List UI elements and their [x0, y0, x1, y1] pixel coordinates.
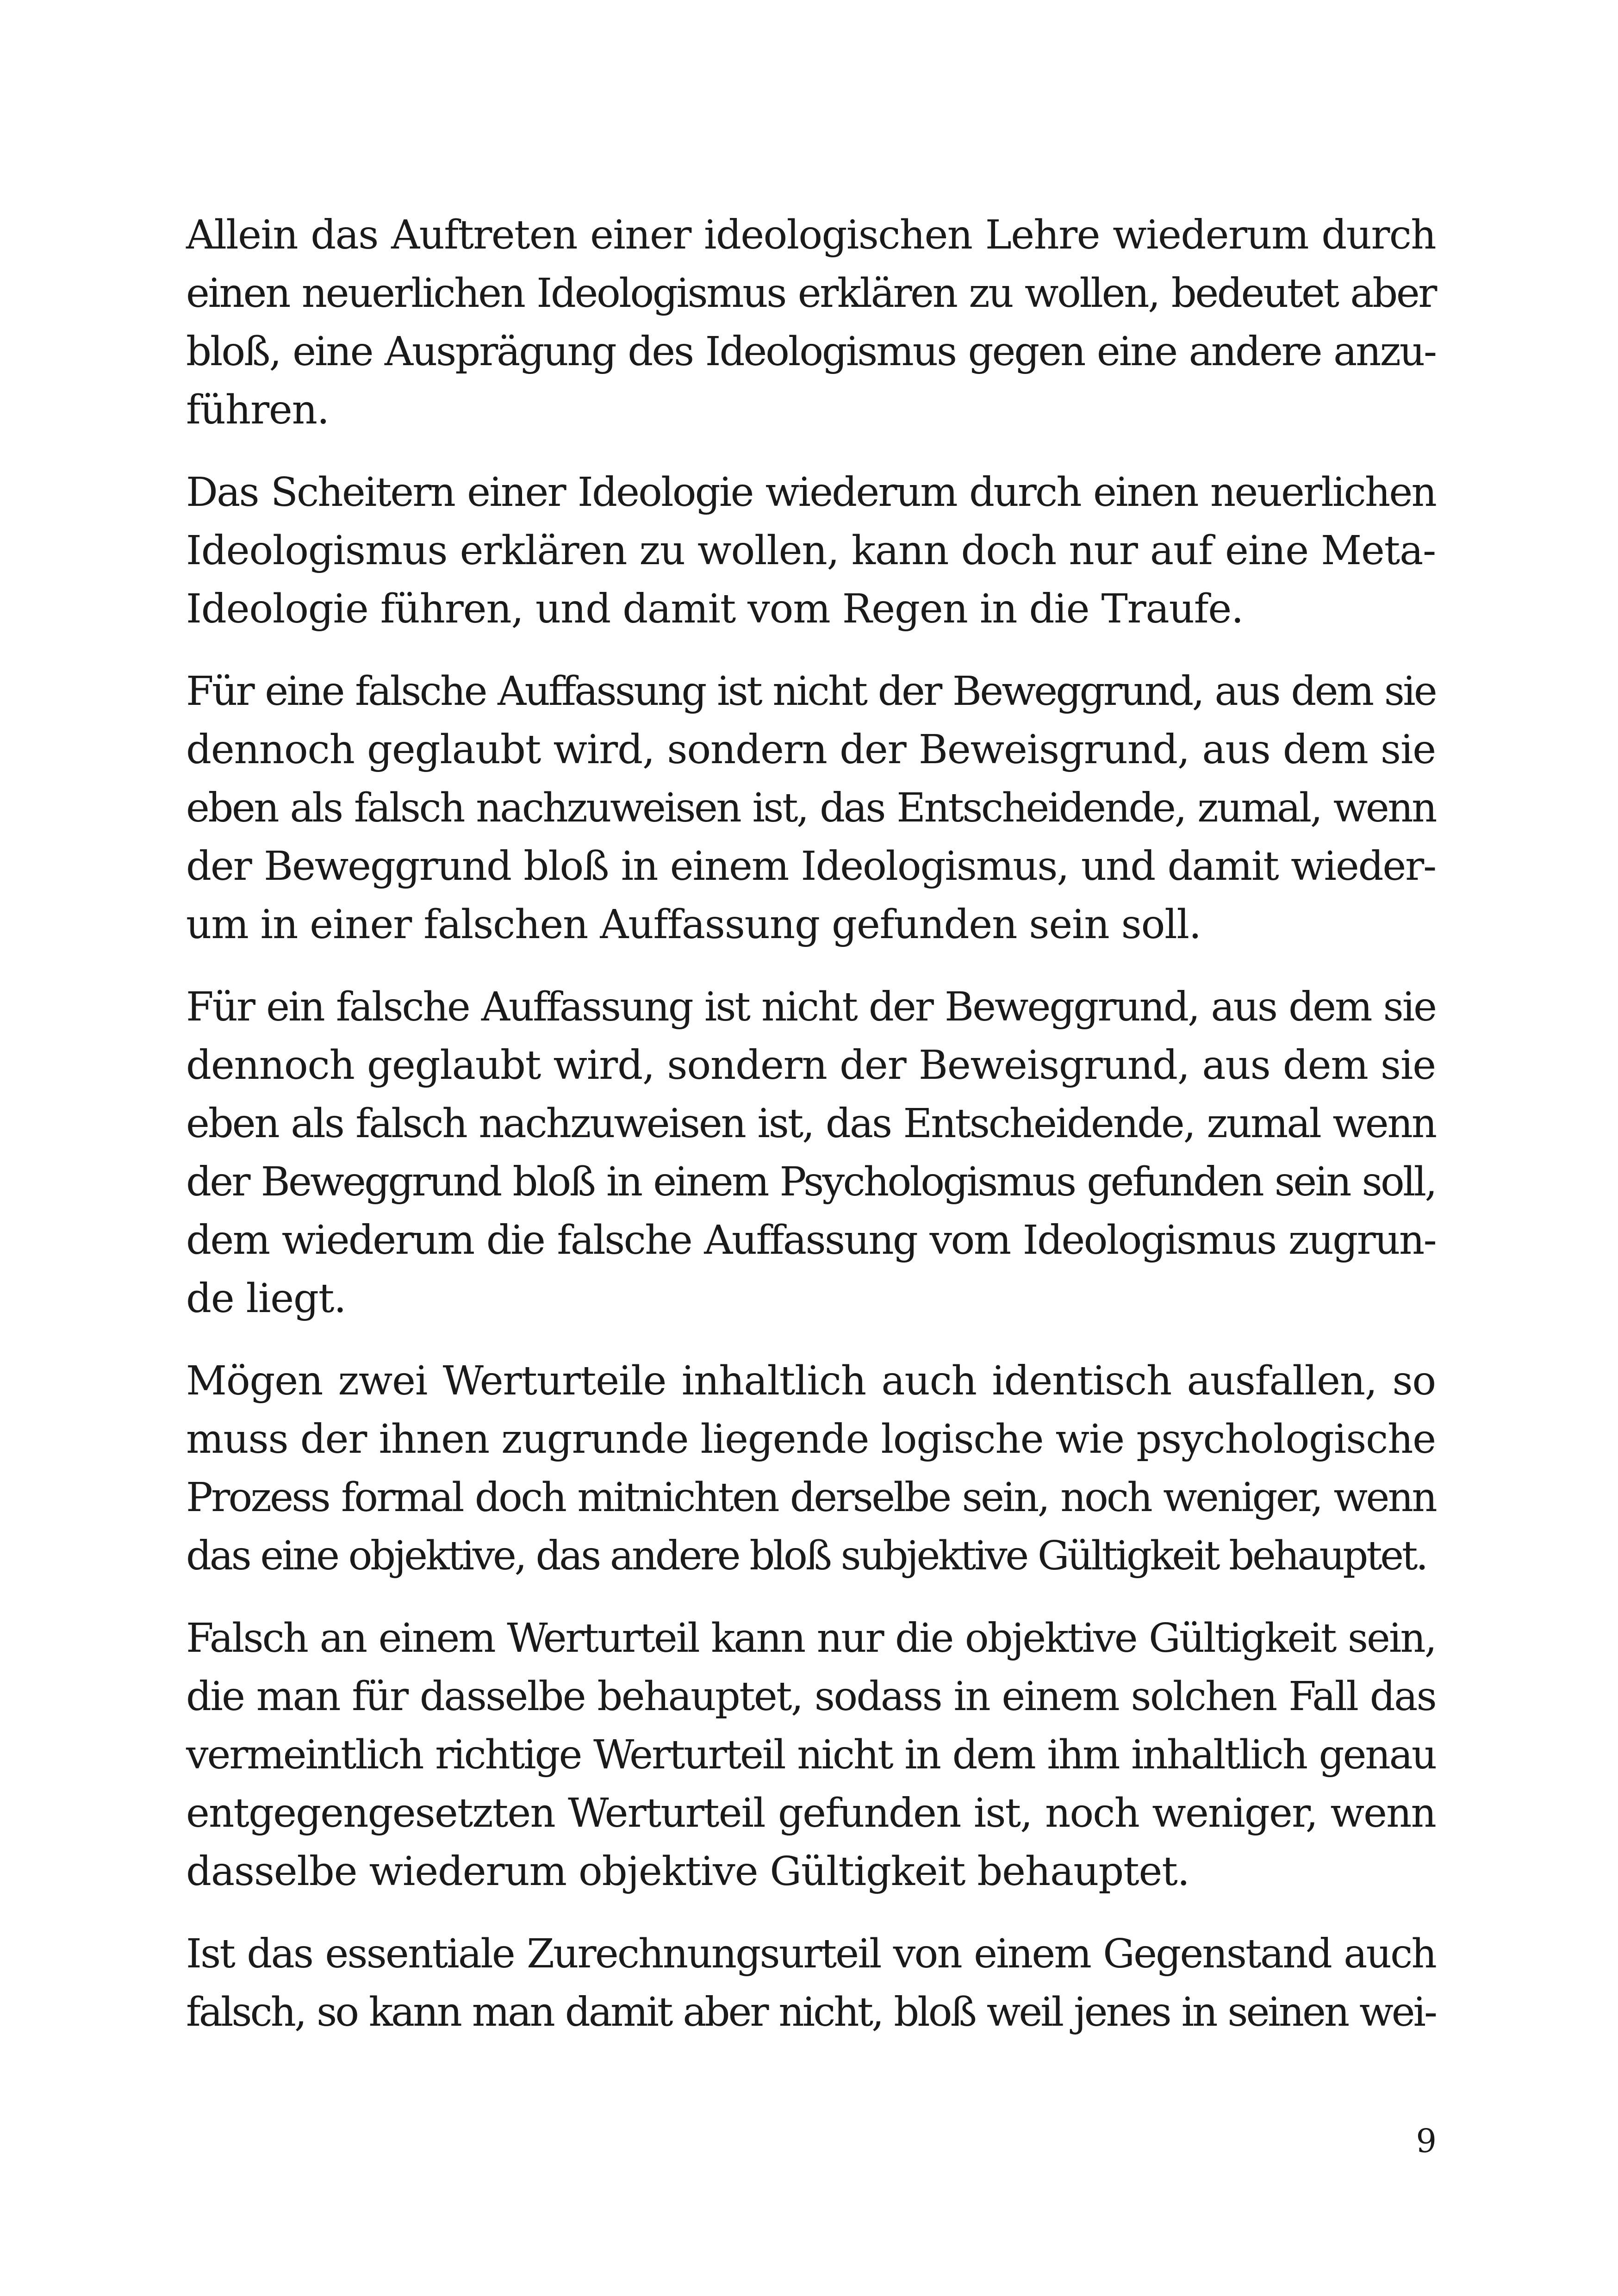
text-line: vermeintlich richtige Werturteil nicht in dem ihm inhaltlich genau [186, 1732, 1436, 1778]
text-line: dennoch geglaubt wird, sondern der Beweisgrund, aus dem sie [186, 727, 1436, 773]
paragraph [186, 463, 1436, 638]
text-line: dennoch geglaubt wird, sondern der Beweisgrund, aus dem sie [186, 1042, 1436, 1089]
paragraph [186, 662, 1436, 954]
text-line: muss der ihnen zugrunde liegende logische wie psychologische [186, 1416, 1436, 1462]
text-line: der Beweggrund bloß in einem Psychologismus gefunden sein soll, [186, 1159, 1436, 1205]
text-line: falsch, so kann man damit aber nicht, bloß weil jenes in seinen wei- [186, 1989, 1436, 2035]
text-line: Ist das essentiale Zurechnungsurteil von einem Gegenstand auch [186, 1931, 1436, 1977]
text-line: der Beweggrund bloß in einem Ideologismus, und damit wieder- [186, 843, 1436, 890]
text-line: de liegt. [186, 1276, 346, 1322]
text-line: bloß, eine Ausprägung des Ideologismus gegen eine andere anzu- [186, 329, 1436, 375]
text-line: Das Scheitern einer Ideologie wiederum durch einen neuerlichen [186, 469, 1436, 516]
text-line: das eine objektive, das andere bloß subjektive Gültigkeit behauptet. [186, 1533, 1427, 1579]
text-line: um in einer falschen Auffassung gefunden sein soll. [186, 902, 1201, 948]
text-line: dem wiederum die falsche Auffassung vom Ideologismus zugrun- [186, 1217, 1436, 1263]
text-line: Prozess formal doch mitnichten derselbe sein, noch weniger, wenn [186, 1475, 1436, 1521]
paragraph [186, 206, 1436, 439]
text-line: Ideologismus erklären zu wollen, kann doch nur auf eine Meta- [186, 528, 1436, 574]
text-line: Für ein falsche Auffassung ist nicht der Beweggrund, aus dem sie [186, 984, 1436, 1030]
text-line: Für eine falsche Auffassung ist nicht der Beweggrund, aus dem sie [186, 668, 1436, 715]
text-line: eben als falsch nachzuweisen ist, das Entscheidende, zumal, wenn [186, 785, 1436, 831]
paragraph [186, 1925, 1436, 2041]
paragraph [186, 1352, 1436, 1585]
text-line: Falsch an einem Werturteil kann nur die objektive Gültigkeit sein, [186, 1615, 1436, 1661]
text-line: dasselbe wiederum objektive Gültigkeit behauptet. [186, 1848, 1189, 1895]
text-line: entgegengesetzten Werturteil gefunden ist, noch weniger, wenn [186, 1790, 1436, 1836]
body-text [186, 206, 1436, 2066]
text-line: Mögen zwei Werturteile inhaltlich auch identisch ausfallen, so [186, 1358, 1436, 1404]
text-line: einen neuerlichen Ideologismus erklären zu wollen, bedeutet aber [186, 270, 1436, 317]
text-line: Allein das Auftreten einer ideologischen Lehre wiederum durch [186, 212, 1436, 258]
paragraph [186, 978, 1436, 1328]
page-number: 9 [1416, 2122, 1437, 2160]
paragraph [186, 1609, 1436, 1901]
text-line: führen. [186, 387, 329, 433]
text-line: eben als falsch nachzuweisen ist, das Entscheidende, zumal wenn [186, 1101, 1436, 1147]
text-line: die man für dasselbe behauptet, sodass in einem solchen Fall das [186, 1674, 1436, 1720]
text-line: Ideologie führen, und damit vom Regen in die Traufe. [186, 586, 1244, 632]
